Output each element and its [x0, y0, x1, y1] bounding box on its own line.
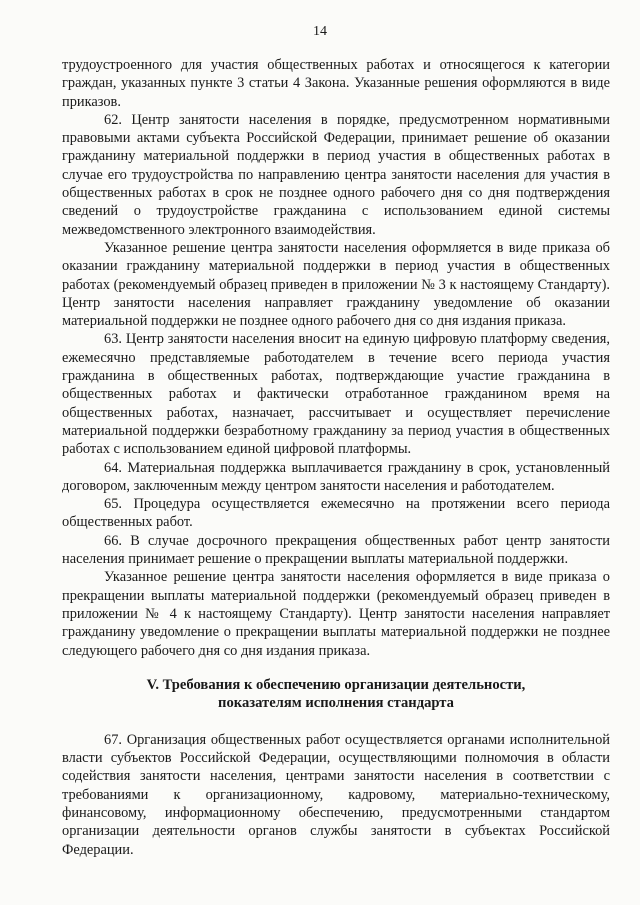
section-heading-line2: показателям исполнения стандарта — [218, 695, 454, 712]
paragraph-62: 62. Центр занятости населения в порядке, предусмотренном нормативными правовыми актами субъекта Российской Федерации, принимает решение об оказании гражданину материальной поддержки в период участия в общественных работах в случае его трудоустройства по направлению центра занятости населения для участия в общественных работах в срок не позднее одного рабочего дня со дня подтверждения сведений о трудоустройстве гражданина с использованием единой системы межведомственного электронного взаимодействия. — [62, 111, 610, 238]
paragraph-64: 64. Материальная поддержка выплачивается гражданину в срок, установленный договором, заключенным между центром занятости населения и работодателем. — [62, 459, 610, 494]
page-number: 14 — [313, 24, 327, 39]
paragraph-66: 66. В случае досрочного прекращения общественных работ центр занятости населения принимает решение о прекращении выплаты материальной поддержки. — [62, 532, 610, 568]
section-heading — [62, 676, 610, 713]
paragraph-66-decision: Указанное решение центра занятости населения оформляется в виде приказа о прекращении выплаты материальной поддержки (рекомендуемый образец приведен в приложении № 4 к настоящему Стандарту). Центр занятости населения направляет гражданину уведомление о прекращении выплаты материальной поддержки не позднее следующего рабочего дня со дня издания приказа. — [62, 569, 610, 659]
paragraph-67: 67. Организация общественных работ осуществляется органами исполнительной власти субъектов Российской Федерации, осуществляющими полномочия в области содействия занятости населения, центрами занятости населения в соответствии с требованиями к организационному, кадровому, материально-техническому, финансовому, информационному обеспечению, предусмотренными стандартом организации деятельности органов службы занятости в субъектах Российской Федерации. — [62, 731, 610, 858]
paragraph-63: 63. Центр занятости населения вносит на единую цифровую платформу сведения, ежемесячно представляемые работодателем в течение всего периода участия гражданина в общественных работах, подтверждающие участие гражданина в общественных работах и фактически отработанное гражданином время на общественных работах, назначает, рассчитывает и осуществляет перечисление материальной поддержки безработному гражданину за период участия в общественных работах с использованием единой цифровой платформы. — [62, 331, 610, 458]
paragraph-62-decision: Указанное решение центра занятости населения оформляется в виде приказа об оказании гражданину материальной поддержки в период участия в общественных работах (рекомендуемый образец приведен в приложении № 3 к настоящему Стандарту). Центр занятости населения направляет гражданину уведомление об оказании материальной поддержки не позднее одного рабочего дня со дня издания приказа. — [62, 239, 610, 330]
paragraph-65: 65. Процедура осуществляется ежемесячно на протяжении всего периода общественных работ. — [62, 496, 610, 531]
section-heading-line1: V. Требования к обеспечению организации деятельности, — [146, 676, 526, 693]
paragraph-continuation: трудоустроенного для участия общественных работах и относящегося к категории граждан, указанных пункте 3 статьи 4 Закона. Указанные решения оформляются в виде приказов. — [62, 57, 610, 110]
